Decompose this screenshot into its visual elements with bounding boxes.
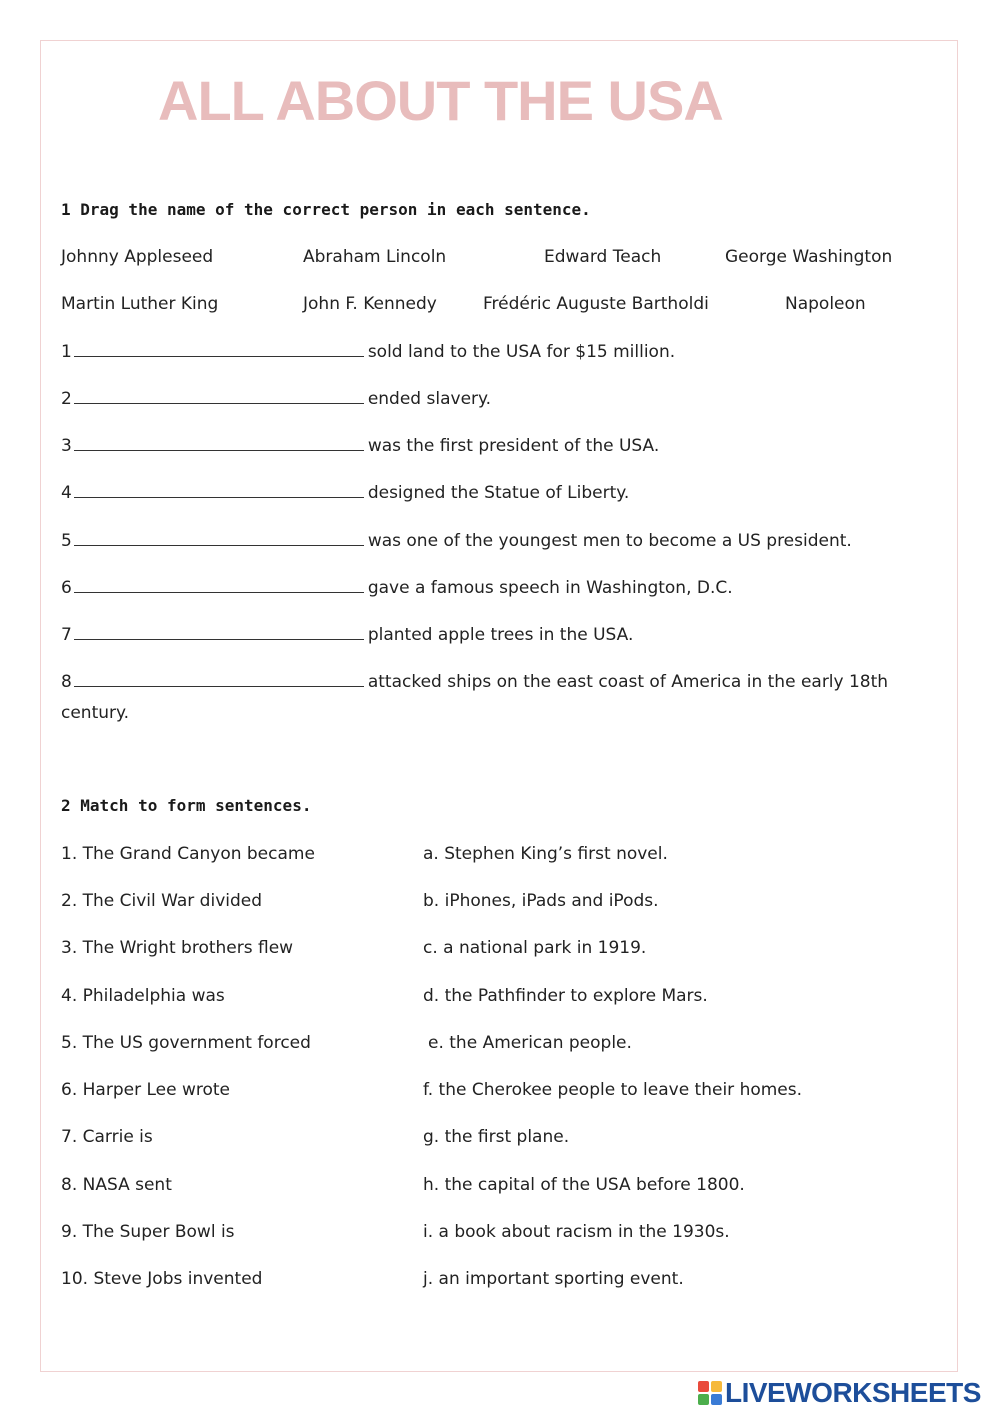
match-left-item[interactable]: 4. Philadelphia was	[61, 986, 225, 1006]
sentence-number: 8	[61, 672, 72, 692]
match-right-item[interactable]: b. iPhones, iPads and iPods.	[423, 891, 659, 911]
section1-heading: 1 Drag the name of the correct person in each sentence.	[61, 200, 591, 219]
match-right-item[interactable]: f. the Cherokee people to leave their homes.	[423, 1080, 803, 1100]
logo-text: LIVEWORKSHEETS	[725, 1377, 981, 1408]
fill-sentence	[61, 340, 675, 364]
match-left-item[interactable]: 3. The Wright brothers flew	[61, 938, 294, 958]
match-left-item[interactable]: 10. Steve Jobs invented	[61, 1269, 263, 1289]
name-option[interactable]: John F. Kennedy	[303, 294, 437, 314]
match-right-item[interactable]: d. the Pathfinder to explore Mars.	[423, 986, 708, 1006]
match-left-item[interactable]: 6. Harper Lee wrote	[61, 1080, 230, 1100]
sentence-text: sold land to the USA for $15 million.	[367, 342, 676, 362]
section2-heading: 2 Match to form sentences.	[61, 796, 312, 815]
sentence-number: 6	[61, 578, 72, 598]
match-right-item[interactable]: j. an important sporting event.	[423, 1269, 684, 1289]
fill-sentence	[61, 670, 888, 694]
match-left-item[interactable]: 7. Carrie is	[61, 1127, 153, 1147]
answer-blank[interactable]	[74, 623, 364, 640]
name-option[interactable]: Johnny Appleseed	[61, 247, 214, 267]
answer-blank[interactable]	[74, 576, 364, 593]
match-right-item[interactable]: h. the capital of the USA before 1800.	[423, 1175, 745, 1195]
name-option[interactable]: Edward Teach	[544, 247, 662, 267]
sentence-text: was one of the youngest men to become a US president.	[367, 531, 852, 551]
sentence-number: 2	[61, 389, 72, 409]
name-option[interactable]: Abraham Lincoln	[303, 247, 447, 267]
answer-blank[interactable]	[74, 434, 364, 451]
match-left-item[interactable]: 8. NASA sent	[61, 1175, 172, 1195]
match-left-item[interactable]: 9. The Super Bowl is	[61, 1222, 235, 1242]
sentence-text: gave a famous speech in Washington, D.C.	[367, 578, 733, 598]
fill-sentence	[61, 576, 733, 600]
match-right-item[interactable]: i. a book about racism in the 1930s.	[423, 1222, 730, 1242]
name-option[interactable]: Martin Luther King	[61, 294, 219, 314]
sentence-text: designed the Statue of Liberty.	[367, 483, 630, 503]
sentence-number: 4	[61, 483, 72, 503]
fill-sentence	[61, 434, 659, 458]
fill-sentence	[61, 529, 852, 553]
name-option[interactable]: Frédéric Auguste Bartholdi	[483, 294, 709, 314]
match-right-item[interactable]: c. a national park in 1919.	[423, 938, 647, 958]
match-left-item[interactable]: 1. The Grand Canyon became	[61, 844, 315, 864]
match-left-item[interactable]: 5. The US government forced	[61, 1033, 311, 1053]
sentence-number: 3	[61, 436, 72, 456]
answer-blank[interactable]	[74, 340, 364, 357]
logo-icon	[698, 1381, 722, 1405]
sentence-text: ended slavery.	[367, 389, 492, 409]
sentence-text: planted apple trees in the USA.	[367, 625, 634, 645]
liveworksheets-logo[interactable]	[698, 1378, 981, 1408]
sentence-number: 7	[61, 625, 72, 645]
sentence-number: 1	[61, 342, 72, 362]
match-left-item[interactable]: 2. The Civil War divided	[61, 891, 263, 911]
fill-sentence	[61, 387, 491, 411]
fill-sentence	[61, 481, 629, 505]
answer-blank[interactable]	[74, 670, 364, 687]
name-option[interactable]: George Washington	[725, 247, 893, 267]
sentence-continuation: century.	[61, 703, 130, 723]
match-right-item[interactable]: a. Stephen King’s first novel.	[423, 844, 668, 864]
name-option[interactable]: Napoleon	[785, 294, 866, 314]
answer-blank[interactable]	[74, 529, 364, 546]
match-right-item[interactable]: e. the American people.	[428, 1033, 632, 1053]
sentence-text: was the first president of the USA.	[367, 436, 660, 456]
sentence-number: 5	[61, 531, 72, 551]
answer-blank[interactable]	[74, 387, 364, 404]
answer-blank[interactable]	[74, 481, 364, 498]
sentence-text: attacked ships on the east coast of America in the early 18th	[367, 672, 889, 692]
page-title: ALL ABOUT THE USA	[158, 69, 723, 132]
fill-sentence	[61, 623, 633, 647]
match-right-item[interactable]: g. the first plane.	[423, 1127, 570, 1147]
